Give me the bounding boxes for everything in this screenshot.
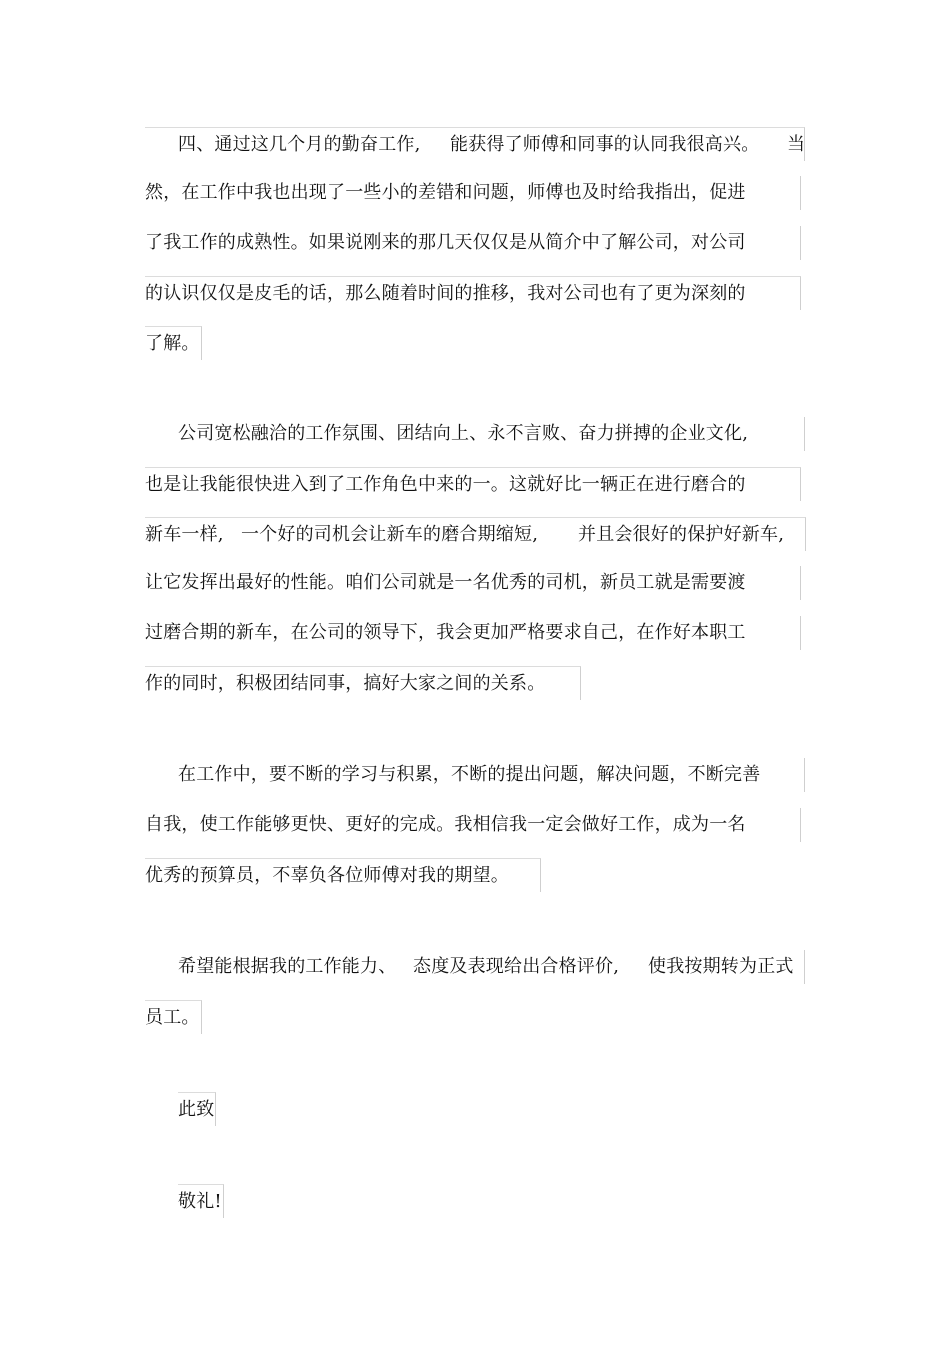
- paragraph-3-line-2: [145, 808, 801, 842]
- text-segment: 希望能根据我的工作能力、: [178, 956, 397, 977]
- text-segment: 自我，使工作能够更快、更好的完成。我相信我一定会做好工作，成为一名: [145, 814, 746, 835]
- paragraph-3-line-1: [145, 758, 805, 792]
- text-segment: 让它发挥出最好的性能。咱们公司就是一名优秀的司机，新员工就是需要渡: [145, 572, 746, 593]
- text-segment: 优秀的预算员，不辜负各位师傅对我的期望。: [145, 865, 509, 886]
- closing-salutation: [178, 1092, 216, 1126]
- paragraph-4-line-1: [145, 950, 805, 984]
- text-segment: 了解。: [145, 333, 200, 354]
- paragraph-2-line-1: [145, 417, 805, 451]
- paragraph-1-line-5: [145, 326, 202, 360]
- paragraph-4-line-2: [145, 1000, 202, 1034]
- paragraph-2-line-3: [145, 517, 806, 551]
- text-segment: 在工作中，要不断的学习与积累，不断的提出问题，解决问题，不断完善: [178, 764, 761, 785]
- salutation-text: 此致: [178, 1099, 215, 1120]
- text-segment: 新车一样,: [145, 524, 224, 545]
- paragraph-3-line-3: [145, 858, 541, 892]
- text-segment: 能获得了师傅和同事的认同我很高兴。: [450, 134, 760, 155]
- paragraph-1-line-2: [145, 176, 801, 210]
- text-segment: 当: [787, 134, 806, 155]
- closing-regards: [178, 1184, 224, 1218]
- text-segment: 一个好的司机会让新车的磨合期缩短,: [241, 524, 539, 545]
- text-segment: 态度及表现给出合格评价,: [413, 956, 620, 977]
- paragraph-1-line-4: [145, 276, 801, 310]
- paragraph-1-line-3: [145, 226, 801, 260]
- text-segment: 了我工作的成熟性。如果说刚来的那几天仅仅是从简介中了解公司，对公司: [145, 232, 746, 253]
- text-segment: 作的同时，积极团结同事，搞好大家之间的关系。: [145, 673, 546, 694]
- text-segment: 过磨合期的新车，在公司的领导下，我会更加严格要求自己，在作好本职工: [145, 622, 746, 643]
- text-segment: 使我按期转为正式: [648, 956, 794, 977]
- text-segment: 四、通过这几个月的勤奋工作,: [178, 134, 421, 155]
- paragraph-2-line-2: [145, 467, 801, 501]
- paragraph-2-line-6: [145, 666, 581, 700]
- text-segment: 并且会很好的保护好新车,: [578, 524, 785, 545]
- text-segment: 然，在工作中我也出现了一些小的差错和问题，师傅也及时给我指出，促进: [145, 182, 746, 203]
- text-segment: 也是让我能很快进入到了工作角色中来的一。这就好比一辆正在进行磨合的: [145, 474, 746, 495]
- text-segment: 员工。: [145, 1007, 200, 1028]
- text-segment: 公司宽松融洽的工作氛围、团结向上、永不言败、奋力拼搏的企业文化,: [178, 423, 749, 444]
- paragraph-1-line-1: [145, 127, 805, 161]
- regards-text: 敬礼!: [178, 1191, 222, 1212]
- paragraph-2-line-4: [145, 566, 801, 600]
- text-segment: 的认识仅仅是皮毛的话，那么随着时间的推移，我对公司也有了更为深刻的: [145, 283, 746, 304]
- paragraph-2-line-5: [145, 616, 801, 650]
